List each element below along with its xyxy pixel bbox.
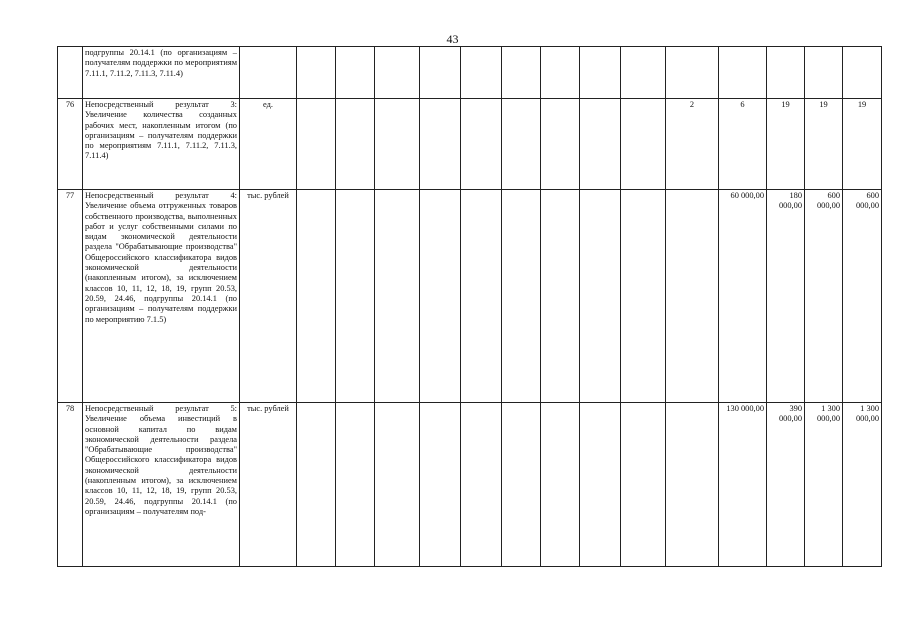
row-number [58, 47, 83, 99]
empty-cell [375, 190, 420, 403]
empty-cell [541, 403, 580, 567]
value-cell: 1 300 000,00 [843, 403, 882, 567]
row-number: 76 [58, 99, 83, 190]
page-number: 43 [446, 32, 459, 46]
indicators-table [57, 46, 882, 567]
empty-cell [336, 403, 375, 567]
empty-cell [502, 190, 541, 403]
row-number: 77 [58, 190, 83, 403]
value-cell: 60 000,00 [719, 190, 767, 403]
value-cell [666, 47, 719, 99]
table-row [58, 190, 882, 403]
row-description: Непосредственный результат 3: Увеличение количества созданных рабочих мест, накопленным итогом (по организациям – получателям поддержки по мероприятиям 7.11.1, 7.11.2, 7.11.3, 7.11.4) [83, 99, 240, 190]
empty-cell [297, 403, 336, 567]
empty-cell [843, 47, 882, 99]
row-description: подгруппы 20.14.1 (по организациям – получателям поддержки по мероприятиям 7.11.1, 7.11.2, 7.11.3, 7.11.4) [83, 47, 240, 99]
empty-cell [541, 99, 580, 190]
empty-cell [336, 190, 375, 403]
empty-cell [580, 190, 621, 403]
row-description: Непосредственный результат 5: Увеличение объема инвестиций в основной капитал по видам экономической деятельности раздела "Обрабатывающие производства" Общероссийского классификатора видов экономической деятельности (накопленным итогом), за исключением классов 10, 11, 12, 18, 19, групп 20.53, 20.59, 24.46, подгруппы 20.14.1 (по организациям – получателям под- [83, 403, 240, 567]
value-cell [666, 403, 719, 567]
value-cell [767, 47, 805, 99]
empty-cell [461, 190, 502, 403]
row-description: Непосредственный результат 4: Увеличение объема отгруженных товаров собственного производства, выполненных работ и услуг собственными силами по видам экономической деятельности раздела "Обрабатывающие производства" Общероссийского классификатора видов экономической деятельности (накопленным итогом), за исключением классов 10, 11, 12, 18, 19, групп 20.53, 20.59, 24.46, подгруппы 20.14.1 (по организациям – получателям поддержки по мероприятию 7.1.5) [83, 190, 240, 403]
row-unit: тыс. рублей [240, 190, 297, 403]
value-cell: 6 [719, 99, 767, 190]
row-unit [240, 47, 297, 99]
empty-cell [461, 403, 502, 567]
empty-cell [297, 47, 336, 99]
empty-cell [461, 99, 502, 190]
value-cell: 130 000,00 [719, 403, 767, 567]
value-cell: 600 000,00 [843, 190, 882, 403]
value-cell [719, 47, 767, 99]
empty-cell [502, 99, 541, 190]
empty-cell [621, 190, 666, 403]
empty-cell [580, 403, 621, 567]
empty-cell [375, 47, 420, 99]
value-cell [621, 47, 666, 99]
empty-cell [621, 403, 666, 567]
empty-cell [375, 99, 420, 190]
row-unit: ед. [240, 99, 297, 190]
table-row [58, 403, 882, 567]
empty-cell [621, 99, 666, 190]
value-cell: 600 000,00 [805, 190, 843, 403]
empty-cell [420, 190, 461, 403]
empty-cell [541, 47, 580, 99]
value-cell [805, 47, 843, 99]
empty-cell [420, 403, 461, 567]
value-cell: 19 [767, 99, 805, 190]
empty-cell [580, 99, 621, 190]
table-row [58, 99, 882, 190]
value-cell: 390 000,00 [767, 403, 805, 567]
value-cell: 19 [843, 99, 882, 190]
empty-cell [541, 190, 580, 403]
empty-cell [420, 99, 461, 190]
value-cell [666, 190, 719, 403]
empty-cell [297, 99, 336, 190]
empty-cell [580, 47, 621, 99]
empty-cell [461, 47, 502, 99]
row-unit: тыс. рублей [240, 403, 297, 567]
value-cell: 1 300 000,00 [805, 403, 843, 567]
empty-cell [502, 47, 541, 99]
empty-cell [336, 47, 375, 99]
empty-cell [297, 190, 336, 403]
empty-cell [420, 47, 461, 99]
row-number: 78 [58, 403, 83, 567]
empty-cell [375, 403, 420, 567]
value-cell: 2 [666, 99, 719, 190]
empty-cell [502, 403, 541, 567]
value-cell: 19 [805, 99, 843, 190]
value-cell: 180 000,00 [767, 190, 805, 403]
empty-cell [336, 99, 375, 190]
table-row [58, 47, 882, 99]
